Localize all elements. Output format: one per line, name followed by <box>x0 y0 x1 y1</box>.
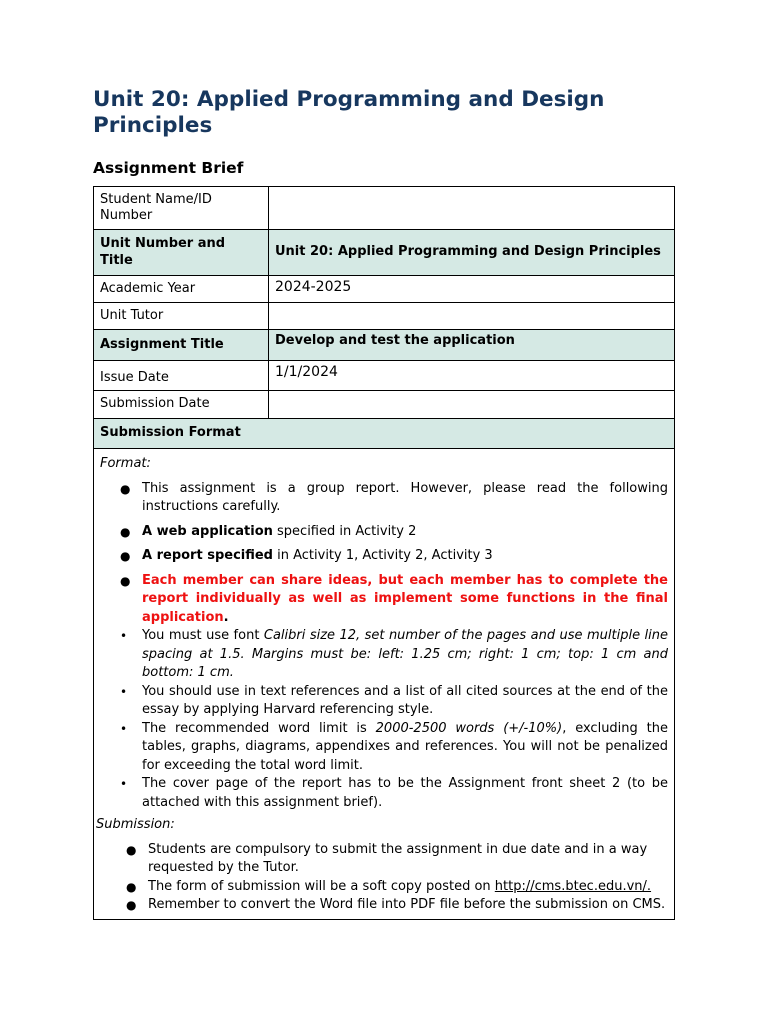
list-item <box>100 841 668 878</box>
list-item <box>100 523 668 542</box>
submission-item-text: Remember to convert the Word file into PDF file before the submission on CMS. <box>148 897 666 912</box>
list-item <box>100 896 668 915</box>
assignment-brief-table <box>93 186 675 920</box>
format-heading: Format: <box>100 456 151 471</box>
submission-item-text: Students are compulsory to submit the assignment in due date and in a way requested by the Tutor. <box>148 841 648 875</box>
format-item-text: specified in Activity 2 <box>272 523 417 539</box>
assignment-brief-heading: Assignment Brief <box>93 159 244 177</box>
submission-date-label: Submission Date <box>94 391 269 419</box>
submission-item-text: The form of submission will be a soft copy posted on <box>148 878 495 894</box>
list-item <box>100 775 668 812</box>
small-bullet-icon: • <box>120 629 128 643</box>
submission-heading: Submission: <box>96 817 175 832</box>
format-item-text: This assignment is a group report. However, please read the following instructions carefully. <box>142 480 668 514</box>
guideline-text: You must use font <box>142 628 264 643</box>
submission-format-content <box>94 449 675 920</box>
guideline-text: The recommended word limit is <box>142 720 376 736</box>
bullet-icon: ● <box>126 842 137 857</box>
small-bullet-icon: • <box>120 721 128 736</box>
guideline-text: The cover page of the report has to be the Assignment front sheet 2 (to be attached with this assignment brief). <box>142 776 668 810</box>
bullet-icon: ● <box>126 879 137 894</box>
list-item <box>100 683 668 720</box>
small-bullet-icon: • <box>120 684 128 699</box>
format-item-text: in Activity 1, Activity 2, Activity 3 <box>272 548 493 563</box>
list-item <box>100 572 668 628</box>
issue-date-label: Issue Date <box>94 361 269 391</box>
table-row <box>94 230 675 276</box>
small-bullet-icon: • <box>120 777 128 791</box>
guideline-italic: Calibri size 12, set number of the pages and use multiple line spacing at 1.5. Margins must be: left: 1.25 cm; right: 1 cm; top: 1 cm and bottom: 1 cm. <box>142 628 668 680</box>
guideline-italic: 2000-2500 words (+/-10%) <box>375 720 563 736</box>
cms-link[interactable]: http://cms.btec.edu.vn/. <box>494 878 652 894</box>
format-item-text: . <box>223 609 229 625</box>
list-item <box>100 627 668 683</box>
table-row <box>94 391 675 419</box>
format-item-bold: A report specified <box>142 548 273 563</box>
document-title: Unit 20: Applied Programming and Design Principles <box>93 87 605 138</box>
submission-date-value <box>269 391 675 419</box>
list-item <box>100 720 668 776</box>
format-item-bold: A web application <box>142 523 273 539</box>
submission-format-header: Submission Format <box>94 419 675 449</box>
table-row <box>94 361 675 391</box>
table-row <box>94 303 675 330</box>
table-row <box>94 187 675 230</box>
guideline-text: You should use in text references and a list of all cited sources at the end of the essay by applying Harvard referencing style. <box>142 683 668 717</box>
unit-number-title-label: Unit Number and Title <box>94 230 269 276</box>
format-list <box>100 480 668 628</box>
bullet-icon: ● <box>120 549 131 563</box>
list-item <box>100 480 668 517</box>
assignment-title-value: Develop and test the application <box>269 330 675 361</box>
submission-list <box>100 841 668 915</box>
table-row <box>94 449 675 920</box>
unit-tutor-value <box>269 303 675 330</box>
table-row <box>94 330 675 361</box>
bullet-icon: ● <box>120 573 131 588</box>
guideline-text-after: , excluding the tables, graphs, diagrams, appendixes and references. You will not be penalized for exceeding the total word limit. <box>142 720 668 773</box>
academic-year-label: Academic Year <box>94 276 269 303</box>
student-name-id-value <box>269 187 675 230</box>
list-item <box>100 878 668 897</box>
bullet-icon: ● <box>126 898 137 912</box>
list-item <box>100 547 668 566</box>
format-item-emphasis: Each member can share ideas, but each member has to complete the report individually as well as implement some functions in the final application <box>142 572 668 625</box>
unit-number-title-value: Unit 20: Applied Programming and Design Principles <box>269 230 675 276</box>
academic-year-value: 2024-2025 <box>269 276 675 303</box>
student-name-id-label: Student Name/ID Number <box>94 187 269 230</box>
unit-tutor-label: Unit Tutor <box>94 303 269 330</box>
table-row <box>94 419 675 449</box>
format-guidelines-list <box>100 627 668 812</box>
table-row <box>94 276 675 303</box>
bullet-icon: ● <box>120 481 131 496</box>
bullet-icon: ● <box>120 524 131 539</box>
issue-date-value: 1/1/2024 <box>269 361 675 391</box>
assignment-title-label: Assignment Title <box>94 330 269 361</box>
